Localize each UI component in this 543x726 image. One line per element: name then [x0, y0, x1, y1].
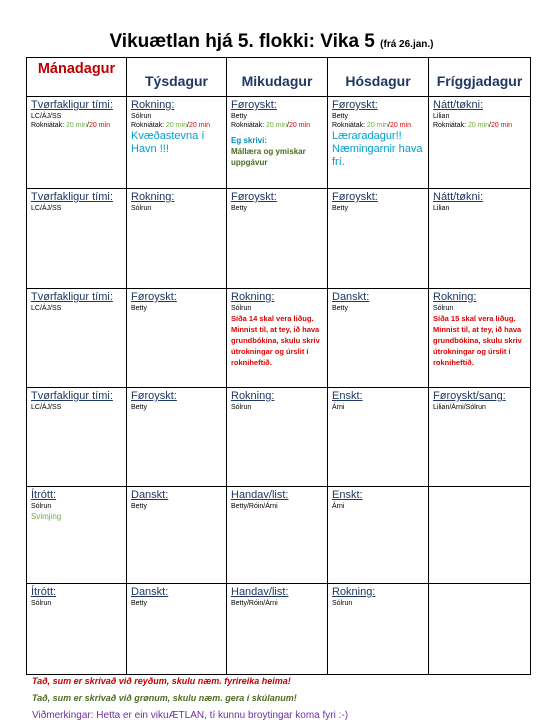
teacher-label: Betty — [231, 205, 247, 212]
subject-label: Tvørfakligur tími: — [31, 291, 113, 303]
subject-label: Tvørfakligur tími: — [31, 191, 113, 203]
homework-note: Síða 15 skal vera liðug. Minnist til, at tey, ið hava grundbókina, skulu skriv útrokningar og úrslit í rokniheftið. — [433, 314, 522, 367]
teacher-label: Betty — [332, 305, 348, 312]
subject-label: Ítrótt: — [31, 489, 57, 501]
subject-label: Rokning: — [131, 191, 175, 203]
cell — [127, 584, 227, 675]
teacher-label: Sólrun — [31, 503, 52, 510]
teacher-label: Lilian — [433, 113, 450, 120]
cell — [27, 388, 127, 487]
cell — [27, 189, 127, 289]
day-header-wednesday: Mikudagur — [227, 58, 328, 97]
cell — [127, 388, 227, 487]
cell — [227, 584, 328, 675]
minutes-line: Rokniátak: 20 min/20 min — [433, 122, 513, 129]
cell — [127, 487, 227, 584]
cell — [27, 289, 127, 388]
in-school-note: Svimjing — [31, 512, 62, 521]
subject-label: Danskt: — [131, 586, 169, 598]
empty-cell — [429, 487, 531, 584]
subject-label: Føroyskt: — [332, 191, 378, 203]
teacher-label: Lilian — [433, 205, 450, 212]
teacher-label: LC/ÁJ/SS — [31, 113, 62, 120]
subject-label: Handav/list: — [231, 586, 289, 598]
lesson-row-1 — [27, 97, 531, 189]
teacher-label: Lilian/Árni/Sólrun — [433, 404, 486, 411]
subject-label: Nátt/tøkni: — [433, 191, 484, 203]
green-note: Mállæra og ymiskar uppgávur — [231, 147, 306, 167]
cell — [227, 189, 328, 289]
teacher-label: Betty — [332, 113, 348, 120]
subject-label: Danskt: — [131, 489, 169, 501]
subject-label: Rokning: — [231, 390, 275, 402]
subject-label: Ítrótt: — [31, 586, 57, 598]
subject-label: Rokning: — [332, 586, 376, 598]
cell — [227, 487, 328, 584]
cell — [227, 97, 328, 189]
subject-label: Føroyskt: — [231, 99, 277, 111]
cell — [27, 97, 127, 189]
minutes-line: Rokniátak: 20 min/20 min — [332, 122, 412, 129]
subject-label: Føroyskt: — [231, 191, 277, 203]
subject-label: Føroyskt: — [332, 99, 378, 111]
cell — [27, 584, 127, 675]
subject-label: Tvørfakligur tími: — [31, 390, 113, 402]
cell — [328, 97, 429, 189]
subject-label: Tvørfakligur tími: — [31, 99, 113, 111]
teacher-label: Árni — [332, 503, 345, 510]
teacher-label: Árni — [332, 404, 345, 411]
teacher-label: LC/ÁJ/SS — [31, 305, 62, 312]
teacher-label: Sólrun — [31, 600, 52, 607]
subject-label: Føroyskt: — [131, 291, 177, 303]
teacher-label: Sólrun — [231, 305, 252, 312]
cell — [429, 97, 531, 189]
cell — [227, 289, 328, 388]
cell — [429, 189, 531, 289]
teacher-label: Betty — [131, 503, 147, 510]
subject-label: Føroyskt/sang: — [433, 390, 506, 402]
cell — [127, 289, 227, 388]
event-note: Kvæðastevna í Havn !!! — [131, 130, 205, 155]
teacher-label: Betty — [131, 404, 147, 411]
subject-label: Rokning: — [433, 291, 477, 303]
lesson-row-5 — [27, 487, 531, 584]
cell — [27, 487, 127, 584]
cell — [328, 289, 429, 388]
subject-label: Enskt: — [332, 390, 363, 402]
homework-note: Síða 14 skal vera liðug. Minnist til, at tey, ið hava grundbókina, skulu skriv útrokningar og úrslit í rokniheftið. — [231, 314, 320, 367]
page-title — [0, 31, 543, 53]
minutes-line: Rokniátak: 20 min/20 min — [131, 122, 211, 129]
teacher-label: Betty/Róin/Árni — [231, 503, 278, 510]
day-header-monday: Mánadagur — [27, 58, 127, 97]
minutes-line: Rokniátak: 20 min/20 min — [231, 122, 311, 129]
subject-label: Handav/list: — [231, 489, 289, 501]
day-header-tuesday: Týsdagur — [127, 58, 227, 97]
cell — [328, 584, 429, 675]
lesson-row-2 — [27, 189, 531, 289]
lesson-row-4 — [27, 388, 531, 487]
title-main: Vikuætlan hjá 5. flokki: Vika 5 — [109, 31, 375, 52]
footer-red-legend: Tað, sum er skrivað við reyðum, skulu næm. fyrireika heima! — [32, 676, 291, 686]
subject-label: Rokning: — [231, 291, 275, 303]
teacher-label: Betty — [131, 305, 147, 312]
cell — [328, 388, 429, 487]
cell — [127, 97, 227, 189]
teacher-label: LC/ÁJ/SS — [31, 205, 62, 212]
teacher-label: Sólrun — [131, 113, 152, 120]
subject-label: Danskt: — [332, 291, 370, 303]
cell — [127, 189, 227, 289]
schedule-table — [26, 57, 531, 675]
cell — [328, 189, 429, 289]
subject-label: Rokning: — [131, 99, 175, 111]
teacher-label: Betty/Róin/Árni — [231, 600, 278, 607]
subject-label: Enskt: — [332, 489, 363, 501]
day-header-thursday: Hósdagur — [328, 58, 429, 97]
teacher-label: Sólrun — [231, 404, 252, 411]
teacher-label: Betty — [231, 113, 247, 120]
lesson-row-3 — [27, 289, 531, 388]
cell — [227, 388, 328, 487]
cell — [429, 388, 531, 487]
footer-remarks: Viðmerkingar: Hetta er ein vikuÆTLAN, tí kunnu broytingar koma fyri :-) — [32, 710, 349, 721]
footer-green-legend: Tað, sum er skrivað við grønum, skulu næm. gera í skúlanum! — [32, 693, 297, 703]
subject-label: Føroyskt: — [131, 390, 177, 402]
teacher-label: Sólrun — [332, 600, 353, 607]
teacher-label: LC/ÁJ/SS — [31, 404, 62, 411]
title-suffix: (frá 26.jan.) — [380, 39, 434, 50]
day-header-friday: Fríggjadagur — [429, 58, 531, 97]
cell — [328, 487, 429, 584]
minutes-line: Rokniátak: 20 min/20 min — [31, 122, 111, 129]
empty-cell — [429, 584, 531, 675]
subject-label: Nátt/tøkni: — [433, 99, 484, 111]
teacher-label: Sólrun — [433, 305, 454, 312]
event-note: Læraradagur!! Næmingarnir hava frí. — [332, 130, 423, 168]
cell — [429, 289, 531, 388]
day-header-row — [27, 58, 531, 97]
teacher-label: Betty — [332, 205, 348, 212]
teacher-label: Sólrun — [131, 205, 152, 212]
teacher-label: Betty — [131, 600, 147, 607]
lesson-row-6 — [27, 584, 531, 675]
note-label: Eg skrivi: — [231, 136, 268, 145]
